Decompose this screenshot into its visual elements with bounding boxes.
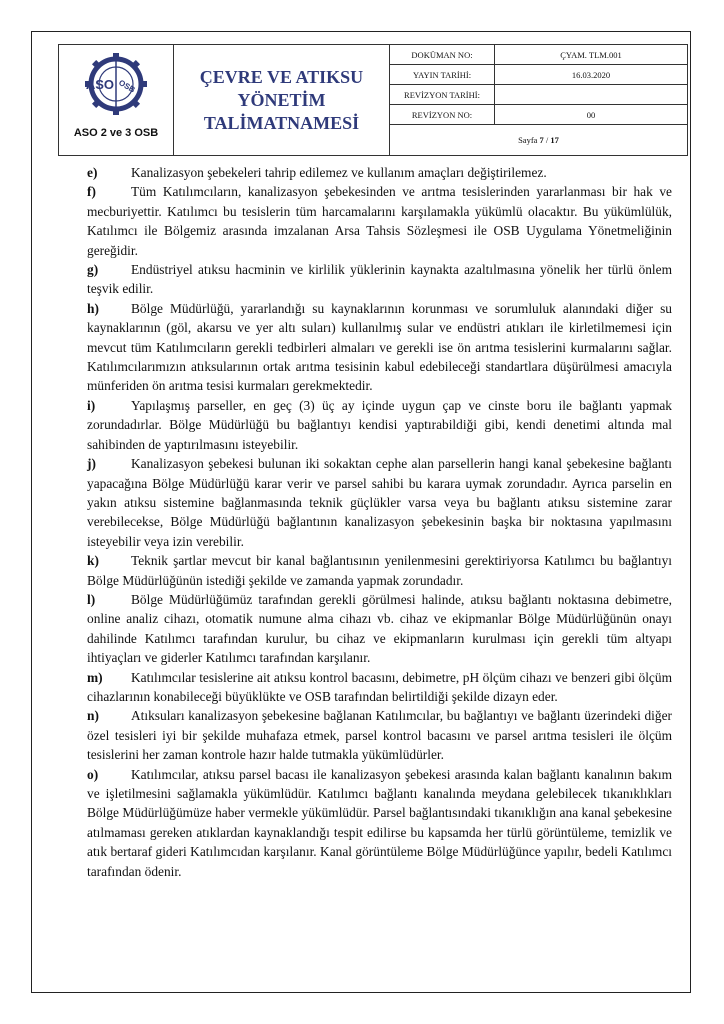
clause-m: m) Katılımcılar tesislerine ait atıksu kontrol bacasını, debimetre, pH ölçüm cihazı ve benzeri gibi ölçüm cihazlarının konabileceği büyüklükte ve OSB tarafından belirtildiği şekilde dizayn eder. bbox=[87, 669, 672, 704]
document-body bbox=[87, 163, 672, 881]
logo-sub: OSB bbox=[117, 78, 137, 95]
pub-date-label: YAYIN TARİHİ: bbox=[390, 65, 495, 85]
clause-e: e) Kanalizasyon şebekeleri tahrip edilemez ve kullanım amaçları değiştirilemez. bbox=[87, 165, 547, 180]
doc-no-value: ÇYAM. TLM.001 bbox=[495, 45, 688, 65]
clause-l: l) Bölge Müdürlüğümüz tarafından gerekli görülmesi halinde, atıksu bağlantı noktasına debimetre, online analiz cihazı, otomatik numune alma cihazı vb. cihaz ve ekipmanlar Bölge Müdürlüğünün onayı dahilinde Katılımcı tarafından kurulur, bu cihaz ve ekipmanların kurulması için gerekli tüm altyapı ihtiyaçları ve giderler Katılımcı tarafından karşılanır. bbox=[87, 591, 672, 666]
clause-k: k) Teknik şartlar mevcut bir kanal bağlantısının yenilenmesini gerektiriyorsa Katılımcı bu bağlantıyı Bölge Müdürlüğünün istediği şekilde ve zamanda yapmak zorundadır. bbox=[87, 553, 672, 588]
clause-f: f) Tüm Katılımcıların, kanalizasyon şebekesinden ve arıtma tesislerinden yararlanması bir hak ve mecburiyettir. Katılımcı bu tesislerin tüm harcamalarını karşılamakla yükümlü olacaktır. Bu yükümlülük, Katılımcı ile Bölgemiz arasında imzalanan Arsa Tahsis Sözleşmesi ile OSB Uygulama Yönetmeliğinin gereğidir. bbox=[87, 184, 672, 258]
clause-i: i) Yapılaşmış parseller, en geç (3) üç ay içinde uygun çap ve cinste boru ile bağlantı yapmak zorundadırlar. Bölge Müdürlüğü bu bağlantıyı kendisi yaptırabildiği gibi, kendi denetimi altında mal sahibinden de yaptırılmasını isteyebilir. bbox=[87, 397, 672, 452]
org-name: ASO 2 ve 3 OSB bbox=[73, 127, 159, 139]
clause-j: j) Kanalizasyon şebekesi bulunan iki sokaktan cephe alan parsellerin hangi kanal şebekesine bağlantı yapacağına Bölge Müdürlüğü karar verir ve parsel sahibi bu karara uymak zorundadır. Ayrıca parselin en yakın atıksu sistemine bağlanmasında teknik güçlükler varsa veya bu bağlantı atıksu sistemine zarar verebilecekse, Bölge Müdürlüğü bağlantının kanalizasyon şebekesinin başka bir noktasına yapılmasını isteyebilir veya izin verebilir. bbox=[87, 456, 672, 549]
page-number: Sayfa 7 / 17 bbox=[390, 125, 688, 156]
clause-h: h) Bölge Müdürlüğü, yararlandığı su kaynaklarının korunması ve sorumluluk alanındaki diğer su kaynaklarının (göl, akarsu ve yer altı suları) kullanılmış sular ve endüstri atıkları ile kirletilmemesi için mevcut tüm Katılımcıların gerekli tedbirleri almaları ve gerekli ise ön arıtma tesislerini kurmalarını sağlar. Katılımcılarımızın atıksularının ortak arıtma tesisinin kabul edebileceği standartlara düşürülmesi amacıyla münferiden ön arıtma tesisi kurmaları gerekmektedir. bbox=[87, 300, 672, 394]
rev-no-value: 00 bbox=[495, 105, 688, 125]
title-line-1: ÇEVRE VE ATIKSU YÖNETİM bbox=[199, 66, 364, 110]
clause-g: g) Endüstriyel atıksu hacminin ve kirlilik yüklerinin kaynakta azaltılmasına yönelik her türlü önlem teşvik edilir. bbox=[87, 262, 672, 297]
aso-osb-logo bbox=[84, 52, 148, 116]
clause-n: n) Atıksuları kanalizasyon şebekesine bağlanan Katılımcılar, bu bağlantıyı ve bağlantı üzerindeki diğer özel tesisleri iyi bir şekilde muhafaza etmek, parsel kontrol bacasını ve parsel arıtma tesisleri ile ölçüm tesislerini her zaman kontrole hazır halde tutmakla yükümlüdürler. bbox=[87, 708, 672, 763]
rev-date-label: REVİZYON TARİHİ: bbox=[390, 85, 495, 105]
document-title bbox=[174, 45, 390, 156]
pub-date-value: 16.03.2020 bbox=[495, 65, 688, 85]
rev-date-value bbox=[495, 85, 688, 105]
clause-o: o) Katılımcılar, atıksu parsel bacası ile kanalizasyon şebekesi arasında kalan bağlantı kanalının bakım ve işletilmesini sağlamakla yükümlüdür. Katılımcı bağlantı kanalında meydana gelebilecek tıkanıklıkları Bölge Müdürlüğümüze haber vermekle yükümlüdür. Parsel bağlantısındaki tıkanıklığın ana kanal şebekesine atılmaması gereken atıklardan kaynaklandığı tespit edilirse bu kapsamda her türlü görüntüleme, temizlik ve atık bertaraf gideri Katılımcıdan karşılanır. Kanal görüntüleme Bölge Müdürlüğünce yapılır, bedeli Katılımcı tarafından ödenir. bbox=[87, 766, 672, 879]
logo-cell bbox=[59, 45, 174, 156]
rev-no-label: REVİZYON NO: bbox=[390, 105, 495, 125]
document-header bbox=[58, 44, 688, 156]
doc-no-label: DOKÜMAN NO: bbox=[390, 45, 495, 65]
title-line-2: TALİMATNAMESİ bbox=[203, 112, 360, 133]
logo-text: ASO bbox=[85, 77, 114, 92]
